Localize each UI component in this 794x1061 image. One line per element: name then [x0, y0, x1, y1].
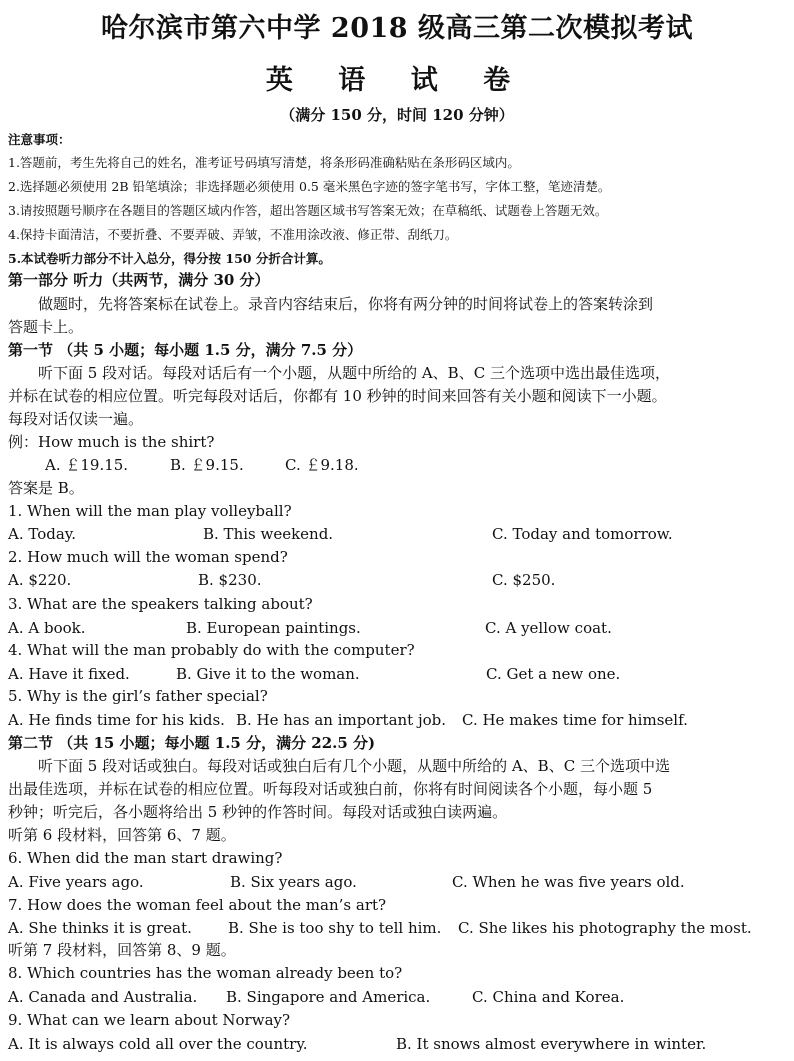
question: 8. Which countries has the woman already been to?: [8, 964, 403, 982]
section2-heading: 第二节 （共 15 小题；每小题 1.5 分，满分 22.5 分): [8, 734, 376, 752]
question: 6. When did the man start drawing?: [8, 849, 283, 867]
exam-subtitle: 英 语 试 卷: [265, 65, 529, 96]
option-c: C. Get a new one.: [486, 665, 621, 683]
exam-meta: （满分 150 分，时间 120 分钟）: [280, 106, 514, 124]
example-option-c: C. ￡9.18.: [285, 456, 359, 474]
section2-intro: 听下面 5 段对话或独白。每段对话或独白后有几个小题，从题中所给的 A、B、C 三个选项中选: [38, 757, 670, 775]
material-heading: 听第 7 段材料，回答第 8、9 题。: [8, 941, 236, 959]
note-item: 2.选择题必须使用 2B 铅笔填涂；非选择题必须使用 0.5 毫米黑色字迹的签字笔书写，字体工整，笔迹清楚。: [8, 179, 611, 194]
note-item: 4.保持卡面清洁，不要折叠、不要弄破、弄皱，不准用涂改液、修正带、刮纸刀。: [8, 227, 458, 242]
note-item: 1.答题前，考生先将自己的姓名，准考证号码填写清楚，将条形码准确粘贴在条形码区域内。: [8, 155, 520, 170]
option-b: B. He has an important job.: [236, 711, 447, 729]
question: 3. What are the speakers talking about?: [8, 595, 313, 613]
option-b: B. European paintings.: [186, 619, 361, 637]
option-b: B. It snows almost everywhere in winter.: [396, 1035, 707, 1053]
option-c: C. A yellow coat.: [485, 619, 612, 637]
option-a: A. Five years ago.: [8, 873, 144, 891]
note-item: 3.请按照题号顺序在各题目的答题区域内作答，超出答题区域书写答案无效；在草稿纸、试题卷上答题无效。: [8, 203, 608, 218]
notes-heading: 注意事项：: [8, 132, 71, 147]
option-b: B. Give it to the woman.: [176, 665, 360, 683]
example-question: 例：How much is the shirt?: [8, 433, 215, 451]
material-heading: 听第 6 段材料，回答第 6、7 题。: [8, 826, 236, 844]
section1-intro: 每段对话仅读一遍。: [8, 410, 144, 428]
option-c: C. China and Korea.: [472, 988, 625, 1006]
note-item: 5.本试卷听力部分不计入总分，得分按 150 分折合计算。: [8, 251, 331, 266]
question: 2. How much will the woman spend?: [8, 548, 288, 566]
option-a: A. She thinks it is great.: [8, 919, 192, 937]
section1-intro: 听下面 5 段对话。每段对话后有一个小题，从题中所给的 A、B、C 三个选项中选出最佳选项，: [38, 364, 670, 382]
option-a: A. Canada and Australia.: [8, 988, 198, 1006]
question: 5. Why is the girl’s father special?: [8, 687, 268, 705]
question: 4. What will the man probably do with the computer?: [8, 641, 415, 659]
section1-intro: 并标在试卷的相应位置。听完每段对话后，你都有 10 秒钟的时间来回答有关小题和阅读下一小题。: [8, 387, 667, 405]
question: 9. What can we learn about Norway?: [8, 1011, 291, 1029]
part1-heading: 第一部分 听力（共两节，满分 30 分）: [8, 271, 270, 289]
option-c: C. When he was five years old.: [452, 873, 685, 891]
option-b: B. She is too shy to tell him.: [228, 919, 442, 937]
section2-intro: 出最佳选项，并标在试卷的相应位置。听每段对话或独白前，你将有时间阅读各个小题，每小题 5: [8, 780, 653, 798]
part1-intro: 答题卡上。: [8, 318, 84, 336]
example-option-b: B. ￡9.15.: [170, 456, 244, 474]
option-c: C. He makes time for himself.: [462, 711, 688, 729]
option-c: C. Today and tomorrow.: [492, 525, 673, 543]
option-b: B. Six years ago.: [230, 873, 357, 891]
option-a: A. It is always cold all over the country.: [8, 1035, 308, 1053]
section2-intro: 秒钟；听完后，各小题将给出 5 秒钟的作答时间。每段对话或独白读两遍。: [8, 803, 508, 821]
part1-intro: 做题时，先将答案标在试卷上。录音内容结束后，你将有两分钟的时间将试卷上的答案转涂到: [38, 295, 654, 313]
question: 7. How does the woman feel about the man’s art?: [8, 896, 387, 914]
option-b: B. This weekend.: [203, 525, 334, 543]
option-b: B. $230.: [198, 571, 262, 589]
example-option-a: A. ￡19.15.: [45, 456, 129, 474]
option-c: C. She likes his photography the most.: [458, 919, 752, 937]
option-a: A. Today.: [8, 525, 77, 543]
section1-heading: 第一节 （共 5 小题；每小题 1.5 分，满分 7.5 分）: [8, 341, 363, 359]
option-c: C. $250.: [492, 571, 556, 589]
option-b: B. Singapore and America.: [226, 988, 431, 1006]
option-a: A. A book.: [8, 619, 86, 637]
question: 1. When will the man play volleyball?: [8, 502, 292, 520]
option-a: A. He finds time for his kids.: [8, 711, 225, 729]
example-answer: 答案是 B。: [8, 479, 84, 497]
option-a: A. $220.: [8, 571, 72, 589]
exam-title: 哈尔滨市第六中学 2018 级高三第二次模拟考试: [101, 13, 693, 44]
option-a: A. Have it fixed.: [8, 665, 130, 683]
